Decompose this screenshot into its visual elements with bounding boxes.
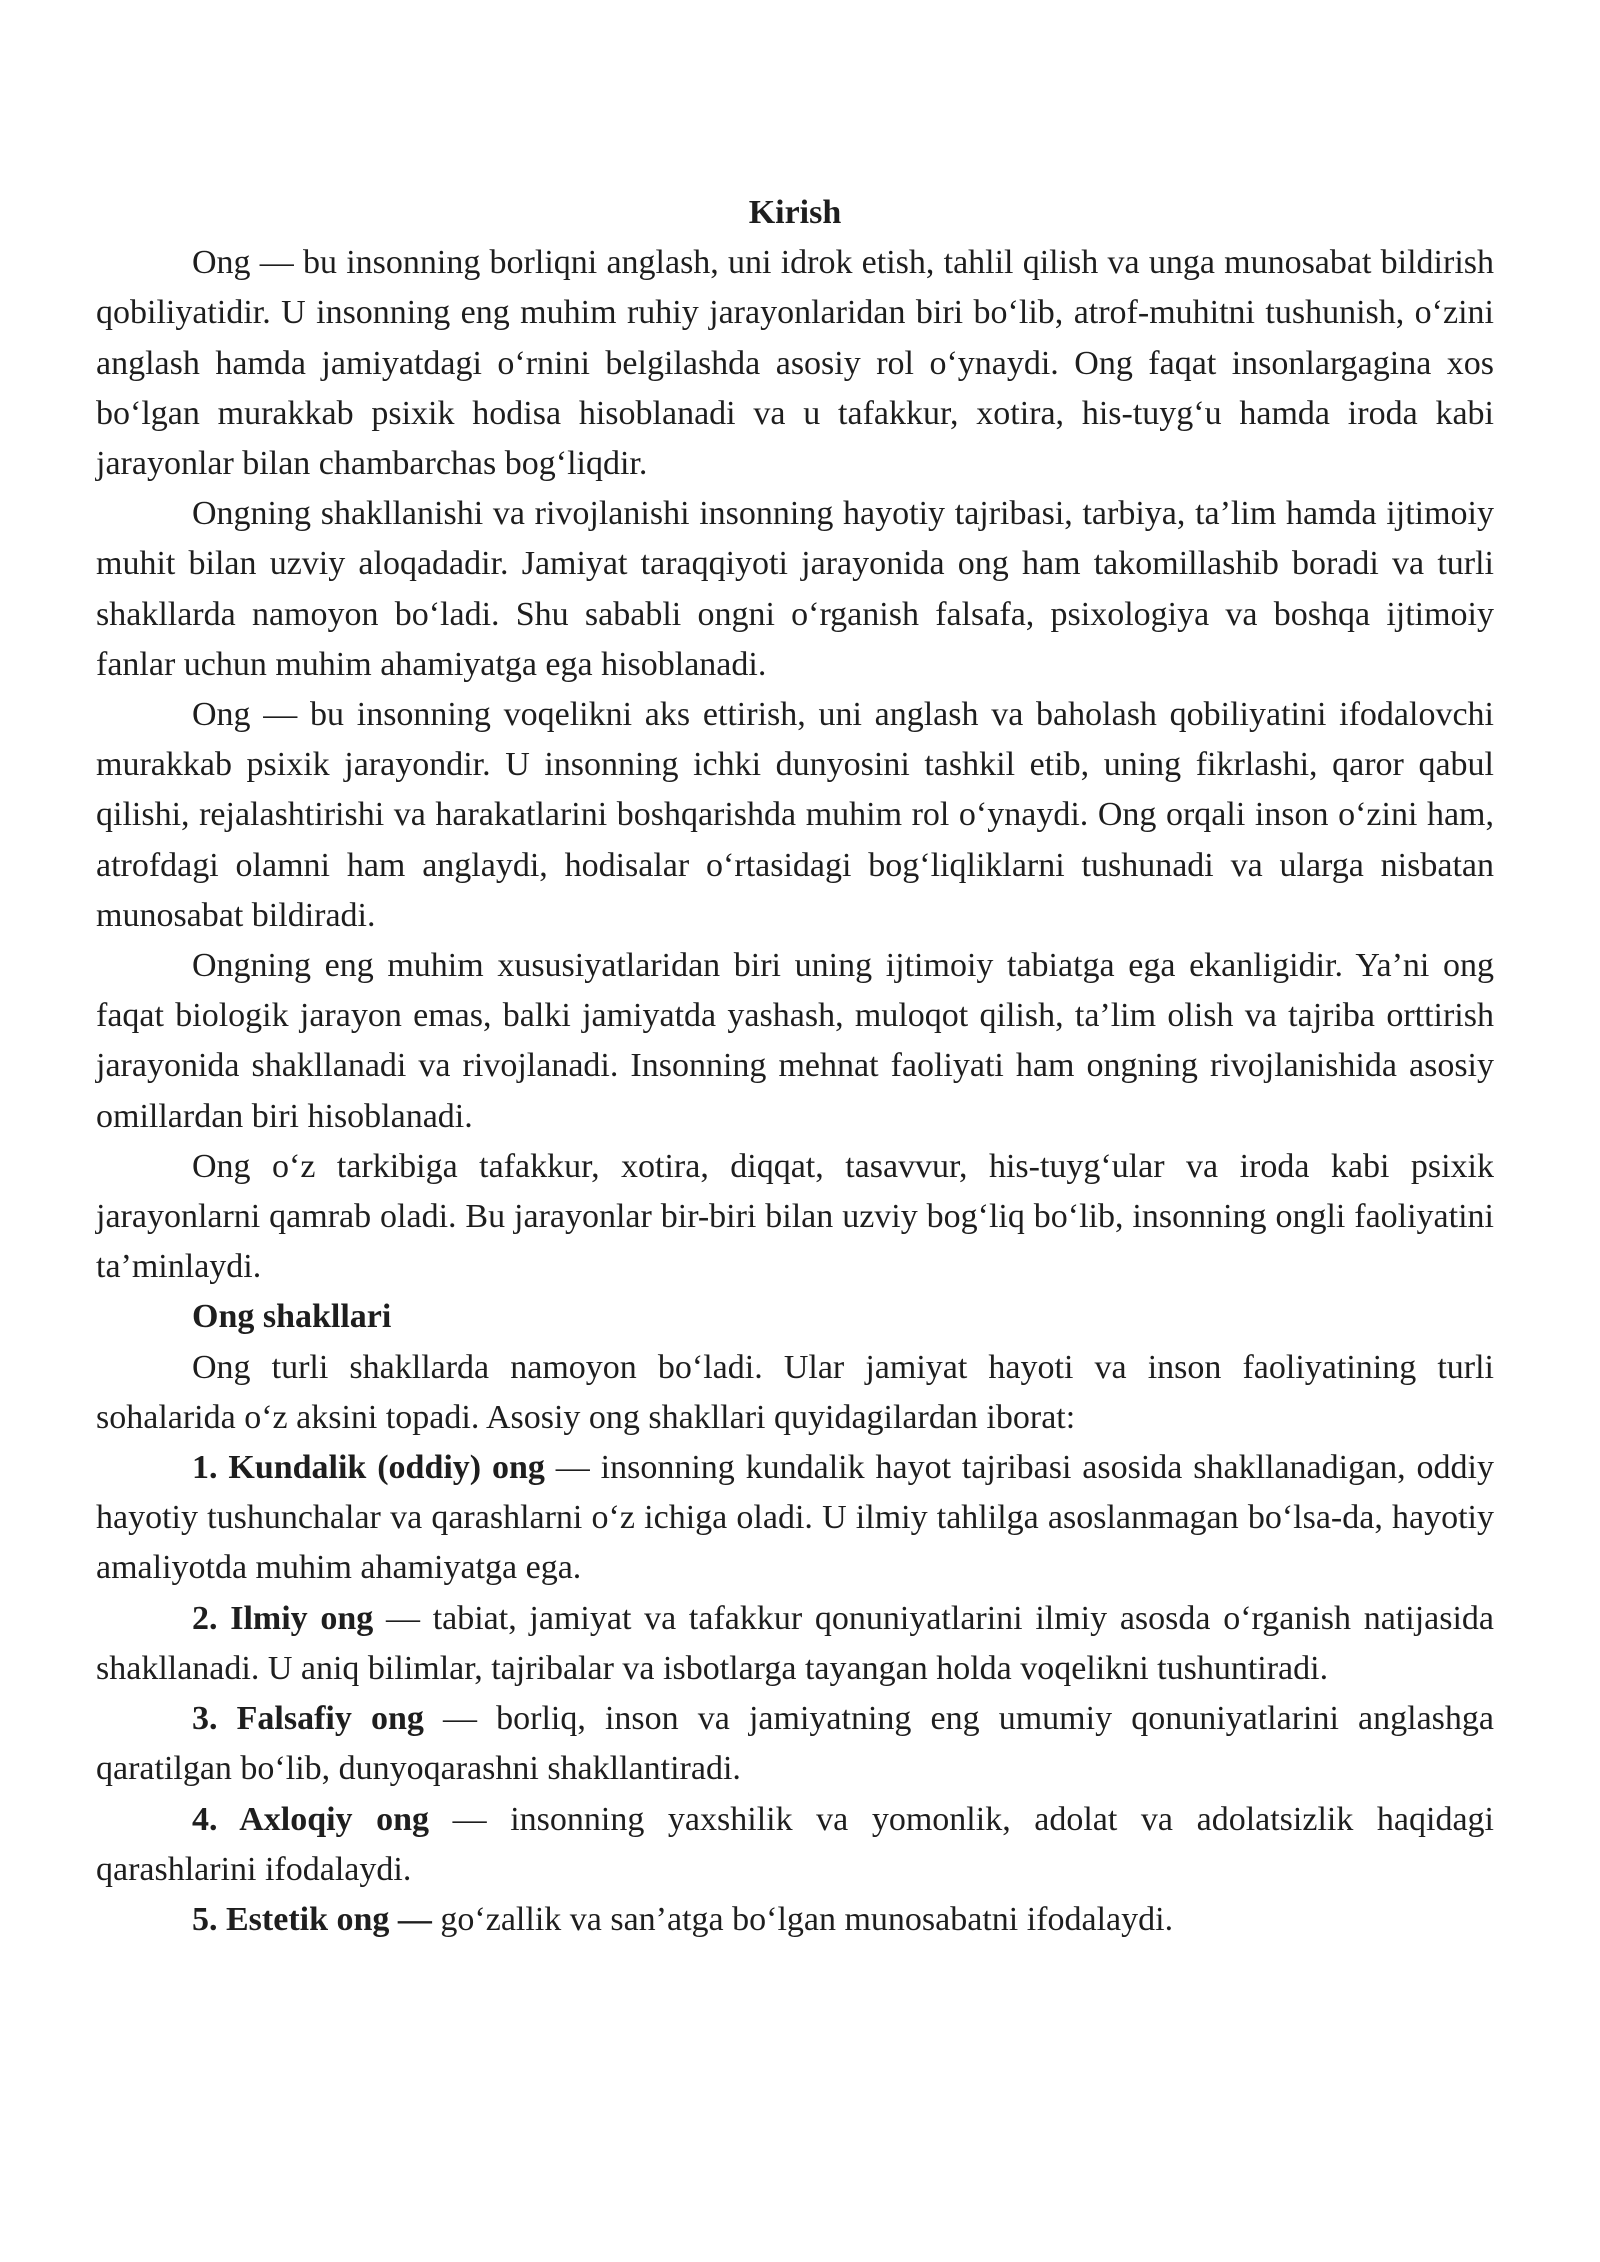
- list-item-text: — borliq, inson va jamiyatning eng umumiy qonuniyatlarini anglashga qaratilgan bo‘lib, dunyoqarashni shakllantiradi.: [96, 1700, 1494, 1788]
- document-title: Kirish: [748, 194, 842, 231]
- list-item-term: 4. Axloqiy ong: [192, 1800, 430, 1838]
- list-item-term: 3. Falsafiy ong: [192, 1700, 424, 1738]
- list-item-term: 1. Kundalik (oddiy) ong: [192, 1449, 545, 1487]
- intro-paragraph-2: Ongning shakllanishi va rivojlanishi insonning hayotiy tajribasi, tarbiya, ta’lim hamda ijtimoiy muhit bilan uzviy aloqadadir. Jamiyat taraqqiyoti jarayonida ong ham takomillashib boradi va turli shakllarda namoyon bo‘ladi. Shu sababli ongni o‘rganish falsafa, psixologiya va boshqa ijtimoiy fanlar uchun muhim ahamiyatga ega hisoblanadi.: [96, 495, 1494, 683]
- section-heading: Ong shakllari: [192, 1298, 392, 1336]
- list-item: [96, 1594, 1494, 1694]
- intro-paragraph-5: Ong o‘z tarkibiga tafakkur, xotira, diqqat, tasavvur, his-tuyg‘ular va iroda kabi psixik jarayonlarni qamrab oladi. Bu jarayonlar bir-biri bilan uzviy bog‘liq bo‘lib, insonning ongli faoliyatini ta’minlaydi.: [96, 1147, 1494, 1286]
- intro-paragraph-3: Ong — bu insonning voqelikni aks ettirish, uni anglash va baholash qobiliyatini ifodalovchi murakkab psixik jarayondir. U insonning ichki dunyosini tashkil etib, uning fikrlashi, qaror qabul qilishi, rejalashtirishi va harakatlarini boshqarishda muhim rol o‘ynaydi. Ong orqali inson o‘zini ham, atrofdagi olamni ham anglaydi, hodisalar o‘rtasidagi bog‘liqliklarni tushunadi va ularga nisbatan munosabat bildiradi.: [96, 696, 1494, 934]
- intro-paragraph-4: Ongning eng muhim xususiyatlaridan biri uning ijtimoiy tabiatga ega ekanligidir. Ya’ni ong faqat biologik jarayon emas, balki jamiyatda yashash, muloqot qilish, ta’lim olish va tajriba orttirish jarayonida shakllanadi va rivojlanadi. Insonning mehnat faoliyati ham ongning rivojlanishida asosiy omillardan biri hisoblanadi.: [96, 947, 1494, 1135]
- document-page: [96, 188, 1494, 1945]
- list-item-text: — insonning kundalik hayot tajribasi asosida shakllanadigan, oddiy hayotiy tushunchalar va qarashlarni o‘z ichiga oladi. U ilmiy tahlilga asoslanmagan bo‘lsa-da, hayotiy amaliyotda muhim ahamiyatga ega.: [96, 1449, 1494, 1587]
- list-item: [96, 1694, 1494, 1794]
- list-item: [96, 1795, 1494, 1895]
- list-item-text: — insonning yaxshilik va yomonlik, adolat va adolatsizlik haqidagi qarashlarini ifodalaydi.: [96, 1800, 1494, 1888]
- section-intro: Ong turli shakllarda namoyon bo‘ladi. Ular jamiyat hayoti va inson faoliyatining turli sohalarida o‘z aksini topadi. Asosiy ong shakllari quyidagilardan iborat:: [96, 1348, 1494, 1436]
- list-item-text: — tabiat, jamiyat va tafakkur qonuniyatlarini ilmiy asosda o‘rganish natijasida shakllanadi. U aniq bilimlar, tajribalar va isbotlarga tayangan holda voqelikni tushuntiradi.: [96, 1599, 1494, 1687]
- list-item-term: 5. Estetik ong —: [192, 1900, 432, 1938]
- list-item: [96, 1895, 1494, 1945]
- list-item-term: 2. Ilmiy ong: [192, 1599, 374, 1637]
- list-item-text: go‘zallik va san’atga bo‘lgan munosabatni ifodalaydi.: [431, 1900, 1174, 1938]
- intro-paragraph-1: Ong — bu insonning borliqni anglash, uni idrok etish, tahlil qilish va unga munosabat bildirish qobiliyatidir. U insonning eng muhim ruhiy jarayonlaridan biri bo‘lib, atrof-muhitni tushunish, o‘zini anglash hamda jamiyatdagi o‘rnini belgilashda asosiy rol o‘ynaydi. Ong faqat insonlargagina xos bo‘lgan murakkab psixik hodisa hisoblanadi va u tafakkur, xotira, his-tuyg‘u hamda iroda kabi jarayonlar bilan chambarchas bog‘liqdir.: [96, 244, 1494, 483]
- list-item: [96, 1443, 1494, 1594]
